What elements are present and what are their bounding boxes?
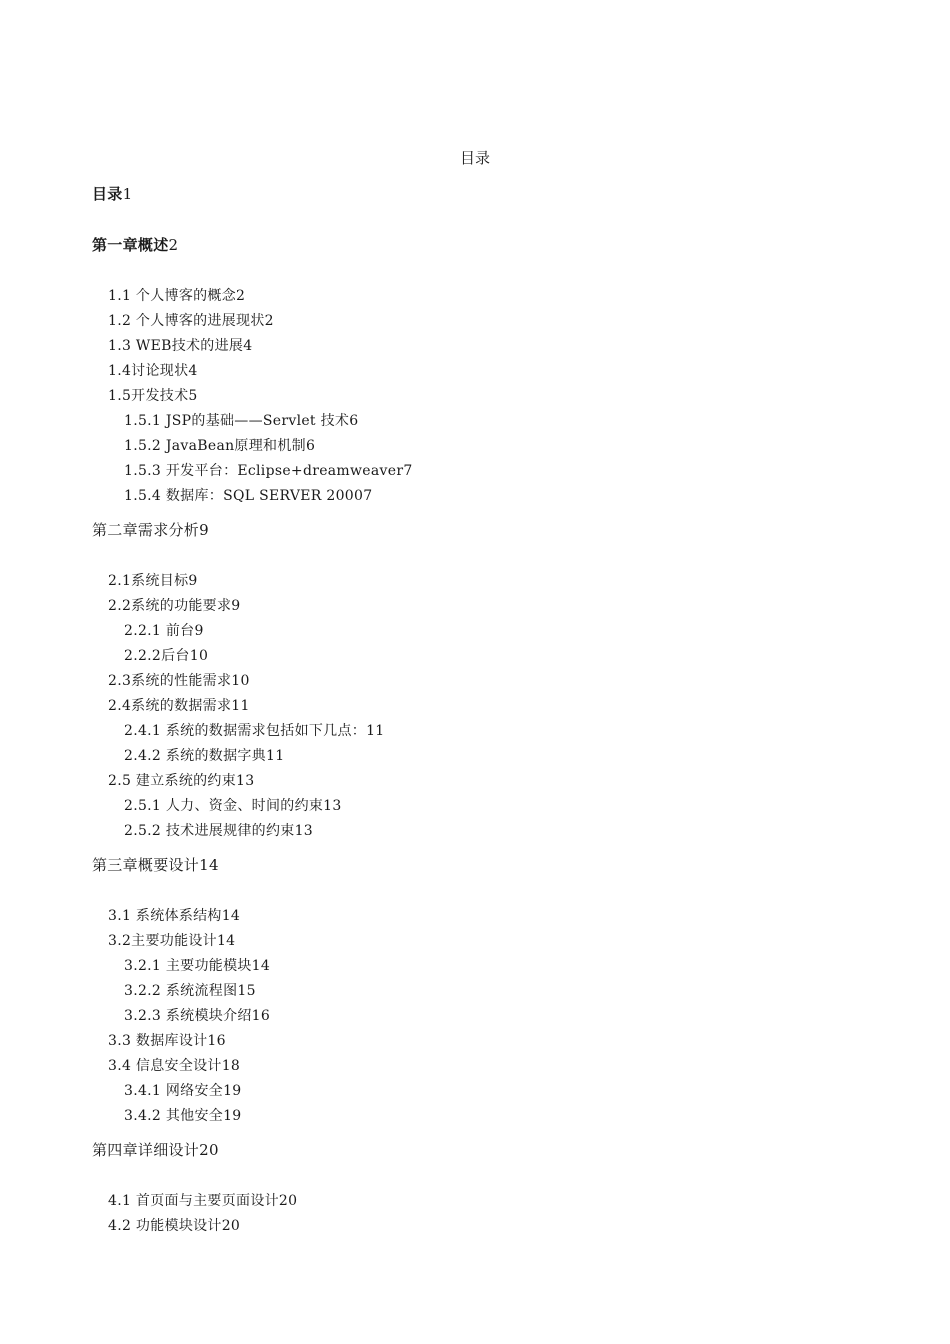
page-title: 目录	[459, 149, 490, 167]
toc-entry[interactable]: 第一章概述2	[92, 236, 179, 254]
toc-entry[interactable]: 2.5 建立系统的约束13	[108, 773, 255, 789]
toc-entry[interactable]: 3.2.2 系统流程图15	[124, 983, 256, 999]
toc-entry[interactable]: 第四章详细设计20	[92, 1141, 219, 1159]
toc-entry[interactable]: 第三章概要设计14	[92, 856, 219, 874]
toc-entry[interactable]: 1.5.3 开发平台：Eclipse+dreamweaver7	[124, 463, 413, 479]
toc-entry[interactable]: 4.1 首页面与主要页面设计20	[108, 1193, 298, 1209]
toc-entry[interactable]: 1.5.4 数据库：SQL SERVER 20007	[124, 488, 373, 504]
toc-entry[interactable]: 1.5.2 JavaBean原理和机制6	[124, 438, 316, 454]
toc-entry[interactable]: 2.2.1 前台9	[124, 623, 204, 639]
toc-entry[interactable]: 3.3 数据库设计16	[108, 1033, 226, 1049]
toc-entry[interactable]: 1.4讨论现状4	[108, 363, 198, 379]
toc-entry[interactable]: 3.4.1 网络安全19	[124, 1083, 242, 1099]
toc-entry[interactable]: 1.1 个人博客的概念2	[108, 288, 246, 304]
toc-entry[interactable]: 2.4.1 系统的数据需求包括如下几点：11	[124, 723, 385, 739]
toc-entry[interactable]: 2.2系统的功能要求9	[108, 598, 241, 614]
toc-entry[interactable]: 3.2主要功能设计14	[108, 933, 236, 949]
toc-entry[interactable]: 2.5.2 技术进展规律的约束13	[124, 823, 313, 839]
toc-entry[interactable]: 3.4 信息安全设计18	[108, 1058, 241, 1074]
toc-entry[interactable]: 2.3系统的性能需求10	[108, 673, 250, 689]
toc-entry[interactable]: 1.2 个人博客的进展现状2	[108, 313, 274, 329]
toc-entry[interactable]: 3.1 系统体系结构14	[108, 908, 241, 924]
toc-entry[interactable]: 3.4.2 其他安全19	[124, 1108, 242, 1124]
toc-entry[interactable]: 2.5.1 人力、资金、时间的约束13	[124, 798, 342, 814]
toc-entry[interactable]: 目录1	[92, 185, 133, 203]
toc-entry[interactable]: 3.2.1 主要功能模块14	[124, 958, 271, 974]
toc-entry[interactable]: 2.4.2 系统的数据字典11	[124, 748, 285, 764]
toc-entry[interactable]: 2.1系统目标9	[108, 573, 198, 589]
toc-entry[interactable]: 2.4系统的数据需求11	[108, 698, 250, 714]
toc-entry[interactable]: 1.3 WEB技术的进展4	[108, 338, 253, 354]
toc-entry[interactable]: 1.5.1 JSP的基础——Servlet 技术6	[124, 413, 359, 429]
toc-entry[interactable]: 2.2.2后台10	[124, 648, 209, 664]
toc-entry[interactable]: 第二章需求分析9	[92, 521, 209, 539]
toc-entry[interactable]: 3.2.3 系统模块介绍16	[124, 1008, 271, 1024]
toc-entry[interactable]: 4.2 功能模块设计20	[108, 1218, 241, 1234]
toc-entry[interactable]: 1.5开发技术5	[108, 388, 198, 404]
